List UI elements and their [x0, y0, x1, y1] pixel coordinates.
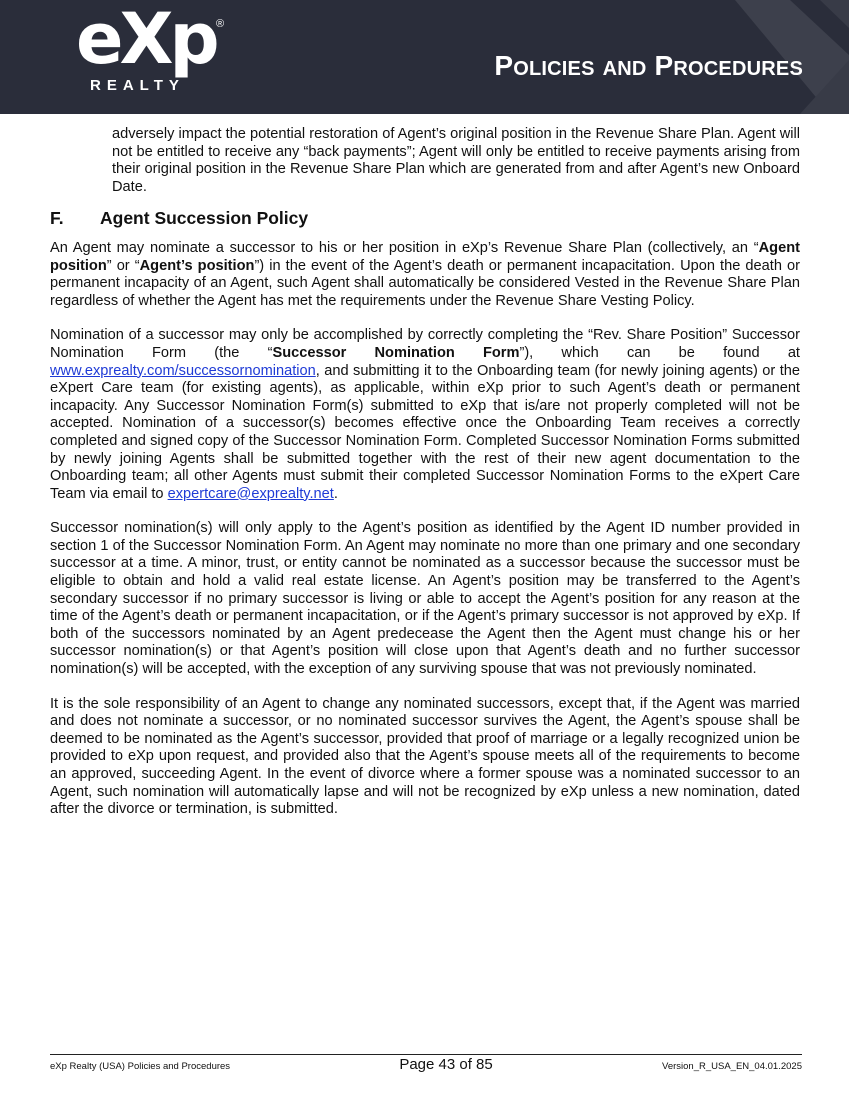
text-run: Nomination of a successor may only be accomplished by correctly completing the “Rev. Share Position” Successor Nomination Form (the “ [50, 327, 800, 361]
expertcare-email-link[interactable]: expertcare@exprealty.net [167, 485, 334, 502]
page-footer [50, 1056, 802, 1073]
section-heading [50, 210, 800, 228]
successor-nomination-link[interactable]: www.exprealty.com/successornomination [50, 362, 316, 379]
text-run: . [333, 485, 338, 502]
section-letter: F. [50, 208, 64, 229]
text-run: , and submitting it to the Onboarding team (for newly joining agents) or the eXpert Care team (for existing agents), as applicable, within eXp prior to such Agent’s death or permanent incapacity. Any Successor Nomination Form(s) submitted to eXp that is/are not properly completed will not be accepted. Nomination of a successor(s) becomes effective once the Onboarding Team receives a correctly completed and signed copy of the Successor Nomination Form. Completed Successor Nomination Forms submitted by newly joining Agents shall be submitted together with the rest of their new agent documentation to the Onboarding team; all other Agents must submit their completed Successor Nomination Forms to the eXpert Care Team via email to [50, 362, 800, 502]
defined-term: Agent’s position [139, 257, 255, 274]
footer-divider [50, 1054, 802, 1055]
exp-realty-logo [76, 0, 226, 100]
footer-document-name: eXp Realty (USA) Policies and Procedures [50, 1061, 231, 1072]
page-number: Page 43 of 85 [399, 1056, 493, 1073]
text-run: ”) in the event of the Agent’s death or permanent incapacitation. Upon the death or permanent incapacity of an Agent, such Agent shall automatically be considered Vested in the Revenue Share Plan regardless of whether the Agent has met the requirements under the Revenue Share Vesting Policy. [50, 257, 800, 309]
logo-subtitle: REALTY [90, 77, 185, 94]
paragraph-4: It is the sole responsibility of an Agent to change any nominated successors, except that, if the Agent was married and does not nominate a successor, or no nominated successor survives the Agent, the Agent’s spouse shall be deemed to be nominated as the Agent’s successor, provided that proof of marriage or a legally recognized union be provided to eXp upon request, and provided also that the Agent’s spouse meets all of the requirements to become an approved, succeeding Agent. In the event of divorce where a former spouse was a nominated successor to an Agent, such nomination will automatically lapse and will not be recognized by eXp unless a new nomination, dated after the divorce or termination, is submitted. [50, 695, 800, 818]
defined-term: Successor Nomination Form [272, 344, 520, 361]
text-run: ” or “ [106, 257, 140, 274]
continued-paragraph: adversely impact the potential restoration of Agent’s original position in the Revenue Share Plan. Agent will not be entitled to receive any “back payments”; Agent will only be entitled to receive payments arising from their original position in the Revenue Share Plan which are generated from and after Agent’s new Onboard Date. [112, 126, 800, 195]
page-header [0, 0, 849, 114]
footer-version: Version_R_USA_EN_04.01.2025 [662, 1061, 802, 1072]
text-run: An Agent may nominate a successor to his or her position in eXp’s Revenue Share Plan (collectively, an “ [50, 239, 759, 256]
logo-registered-mark: ® [216, 18, 225, 30]
paragraph-3: Successor nomination(s) will only apply to the Agent’s position as identified by the Agent ID number provided in section 1 of the Successor Nomination Form. An Agent may nominate no more than one primary and one secondary successor at a time. A minor, trust, or entity cannot be nominated as a successor because the successor must be eligible to obtain and hold a valid real estate license. An Agent’s position may be transferred to the Agent’s secondary successor if no primary successor is living or able to accept the Agent’s position for any reason at the time of the Agent’s death or permanent incapacitation, or if the Agent’s primary successor is not approved by eXp. If both of the successors nominated by an Agent predecease the Agent then the Agent must change his or her successor nomination(s) or that Agent’s position will close upon that Agent’s death and no further successor nomination(s) will be accepted, with the exception of any surviving spouse that was not previously nominated. [50, 520, 800, 678]
paragraph-1 [50, 240, 800, 310]
text-run: ”), which can be found at [519, 344, 800, 361]
page-title: Policies and Procedures [494, 50, 803, 81]
document-body [50, 126, 800, 836]
section-title: Agent Succession Policy [100, 208, 309, 229]
defined-term: Agent position [50, 239, 800, 274]
logo-wordmark: eXp [76, 0, 216, 80]
paragraph-2 [50, 327, 800, 503]
